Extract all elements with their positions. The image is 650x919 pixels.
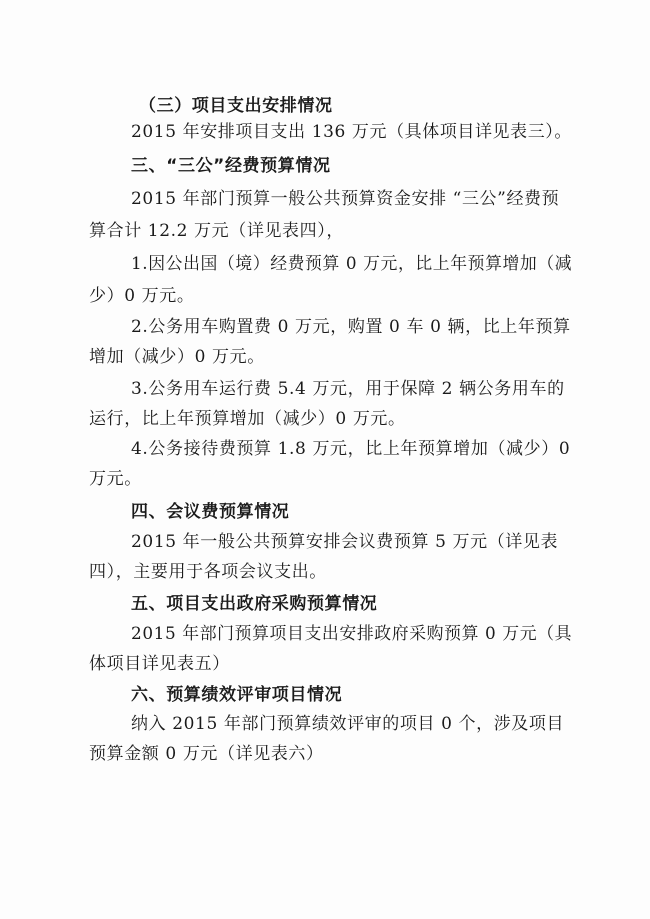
performance-paragraph-line-2: 预算金额 0 万元（详见表六）	[89, 744, 324, 764]
meeting-paragraph-line-1: 2015 年一般公共预算安排会议费预算 5 万元（详见表	[131, 532, 559, 552]
heading-sangong-budget: 三、“三公”经费预算情况	[131, 156, 331, 176]
sangong-item-3-line-2: 运行，比上年预算增加（减少）0 万元。	[89, 409, 406, 429]
heading-performance-review: 六、预算绩效评审项目情况	[131, 685, 343, 705]
sangong-item-3-line-1: 3.公务用车运行费 5.4 万元，用于保障 2 辆公务用车的	[131, 379, 565, 399]
sangong-item-4-line-1: 4.公务接待费预算 1.8 万元，比上年预算增加（减少）0	[131, 439, 571, 459]
procurement-paragraph-line-2: 体项目详见表五）	[89, 654, 230, 674]
performance-paragraph-line-1: 纳入 2015 年部门预算绩效评审的项目 0 个，涉及项目	[131, 714, 565, 734]
sangong-item-4-line-2: 万元。	[89, 469, 142, 489]
sangong-item-1-line-2: 少）0 万元。	[89, 286, 195, 306]
meeting-paragraph-line-2: 四），主要用于各项会议支出。	[89, 562, 327, 582]
sangong-item-2-line-1: 2.公务用车购置费 0 万元，购置 0 车 0 辆，比上年预算	[131, 317, 571, 337]
heading-procurement-budget: 五、项目支出政府采购预算情况	[131, 594, 378, 614]
heading-meeting-budget: 四、会议费预算情况	[131, 502, 290, 522]
sangong-paragraph-line-2: 算合计 12.2 万元（详见表四），	[89, 221, 344, 241]
sangong-paragraph-line-1: 2015 年部门预算一般公共预算资金安排 “三公”经费预	[131, 189, 560, 209]
subsection-heading-project-expenditure: （三）项目支出安排情况	[139, 96, 333, 116]
procurement-paragraph-line-1: 2015 年部门预算项目支出安排政府采购预算 0 万元（具	[131, 624, 573, 644]
project-expenditure-text: 2015 年安排项目支出 136 万元（具体项目详见表三）。	[131, 122, 572, 142]
sangong-item-2-line-2: 增加（减少）0 万元。	[89, 347, 265, 367]
sangong-item-1-line-1: 1.因公出国（境）经费预算 0 万元，比上年预算增加（减	[131, 254, 573, 274]
